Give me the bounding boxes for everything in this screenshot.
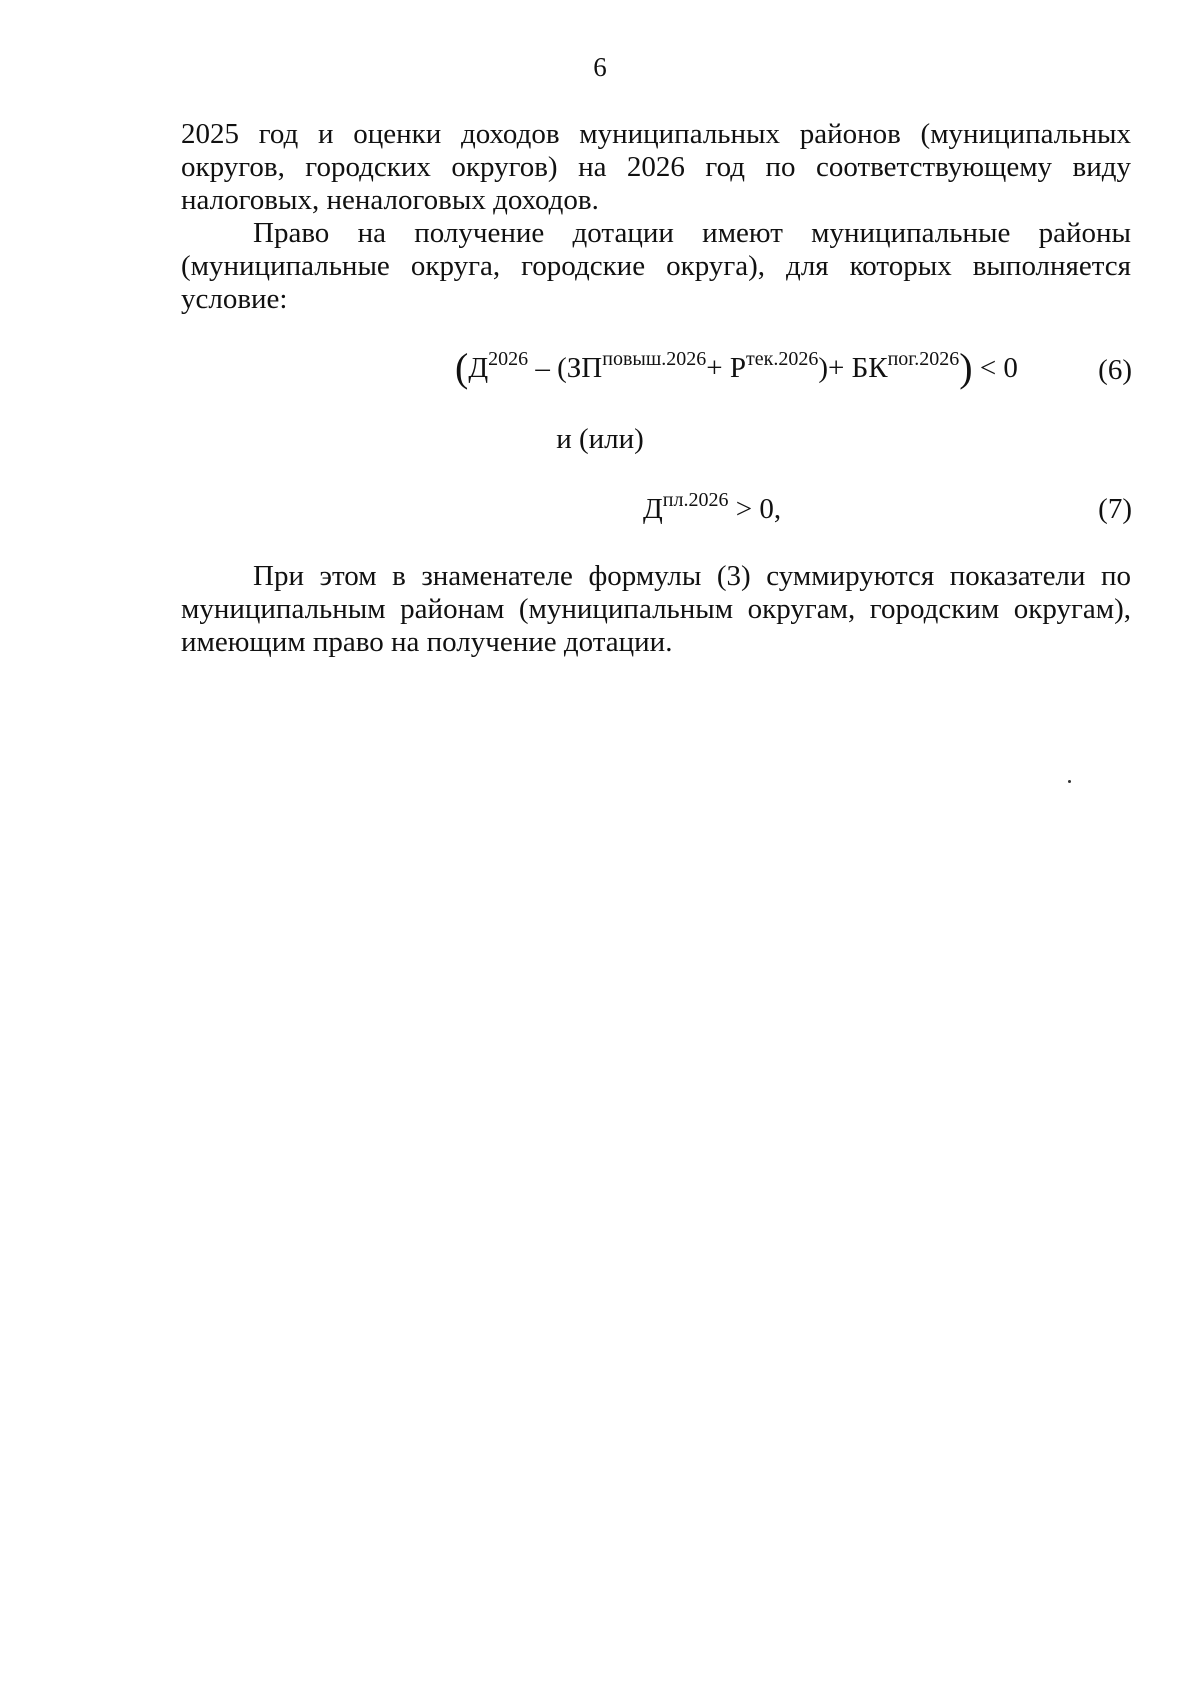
formula7-d: Д: [643, 493, 663, 525]
conjunction: и (или): [556, 423, 644, 455]
equation-number-6: (6): [1098, 354, 1132, 386]
formula6-d-sup: 2026: [488, 348, 529, 370]
paragraph-1: 2025 год и оценки доходов муниципальных районов (муниципальных округов, городских округов) на 2026 год по соответствующему виду налоговых, неналоговых доходов.: [181, 118, 1131, 216]
page-number: 6: [593, 52, 607, 82]
paragraph-2: Право на получение дотации имеют муниципальные районы (муниципальные округа, городские округа), для которых выполняется условие:: [181, 217, 1131, 315]
equation-number-7: (7): [1098, 493, 1132, 525]
formula6-r-sup: тек.2026: [745, 348, 819, 370]
formula-6: [455, 345, 1018, 390]
formula6-relation: < 0: [972, 352, 1018, 384]
stray-mark: [1068, 780, 1071, 783]
formula6-zp-sup: повыш.2026: [602, 348, 707, 370]
formula6-r: + Р: [706, 352, 746, 384]
formula6-bk: )+ БК: [818, 352, 888, 384]
close-paren: ): [959, 345, 973, 390]
formula7-relation: > 0,: [728, 493, 782, 525]
formula-7: [643, 489, 782, 526]
open-paren: (: [455, 345, 469, 390]
formula7-d-sup: пл.2026: [662, 489, 729, 511]
formula6-d: Д: [468, 352, 489, 384]
formula6-bk-sup: пог.2026: [887, 348, 960, 370]
formula6-zp: – (ЗП: [528, 352, 603, 384]
paragraph-3: При этом в знаменателе формулы (3) суммируются показатели по муниципальным районам (муниципальным округам, городским округам), имеющим право на получение дотации.: [181, 560, 1131, 658]
